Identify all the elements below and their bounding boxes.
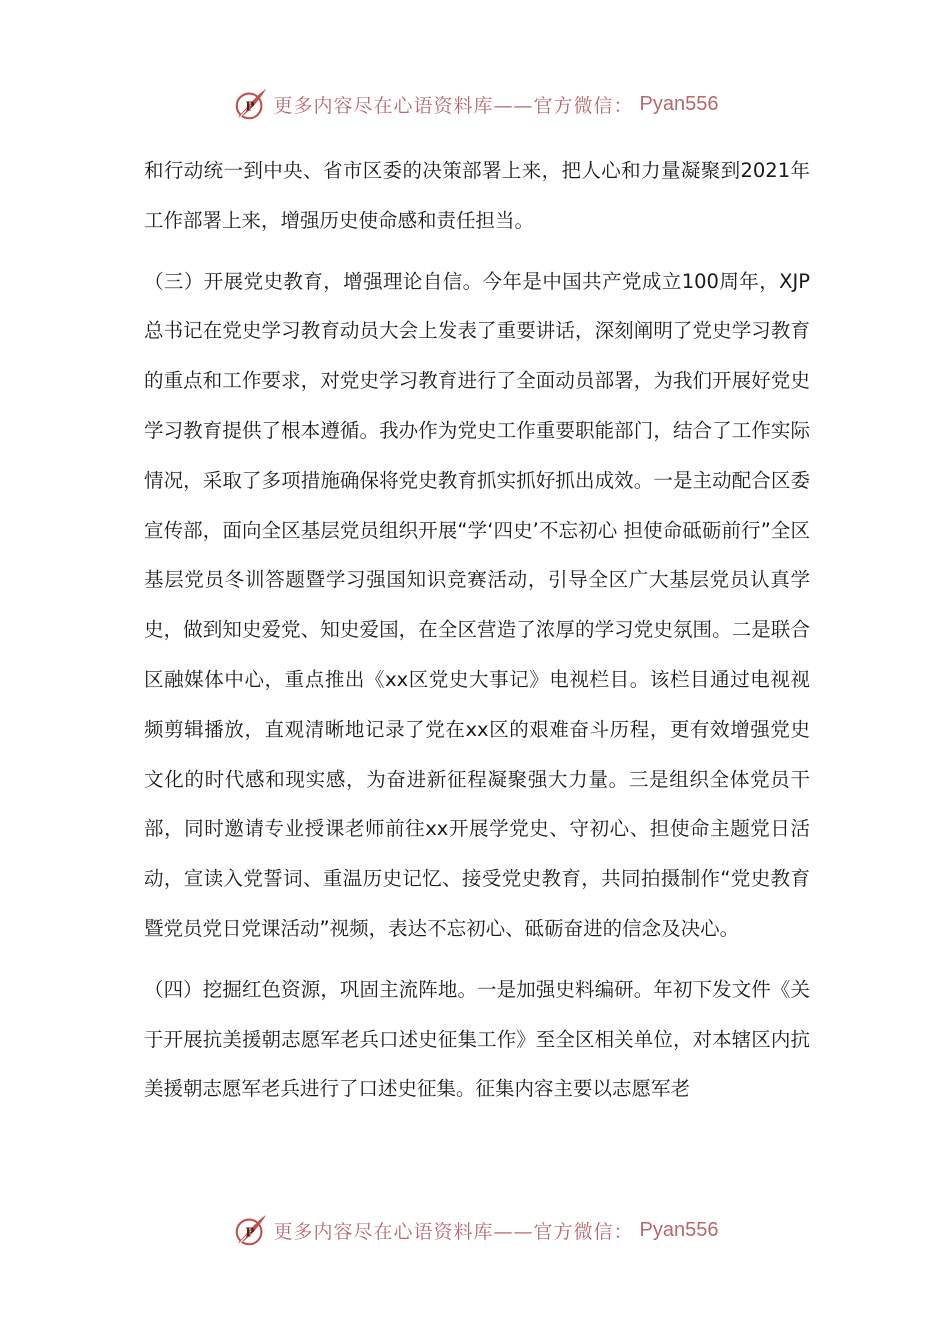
header-site-text: 更多内容尽在心语资料库——官方微信： bbox=[273, 94, 634, 117]
footer-site-text: 更多内容尽在心语资料库——官方微信： bbox=[273, 1220, 634, 1243]
paragraph-3: （四）挖掘红色资源，巩固主流阵地。一是加强史料编研。年初下发文件《关于开展抗美援朝志愿军老兵口述史征集工作》至全区相关单位，对本辖区内抗美援朝志愿军老兵进行了口述史征集。征集内容主要以志愿军老 bbox=[144, 977, 810, 1101]
quill-pen-logo-icon bbox=[232, 1211, 270, 1249]
quill-pen-logo-icon bbox=[232, 85, 270, 123]
paragraph-1: 和行动统一到中央、省市区委的决策部署上来，把人心和力量凝聚到2021年工作部署上来，增强历史使命感和责任担当。 bbox=[144, 159, 810, 232]
header-banner bbox=[0, 82, 950, 126]
document-body bbox=[144, 146, 810, 1125]
svg-text:P: P bbox=[244, 1224, 255, 1240]
header-wechat-id: Pyan556 bbox=[639, 92, 719, 115]
footer-wechat-id: Pyan556 bbox=[639, 1218, 719, 1241]
paragraph-2: （三）开展党史教育，增强理论自信。今年是中国共产党成立100周年，XJP总书记在党史学习教育动员大会上发表了重要讲话，深刻阐明了党史学习教育的重点和工作要求，对党史学习教育进行了全面动员部署，为我们开展好党史学习教育提供了根本遵循。我办作为党史工作重要职能部门，结合了工作实际情况，采取了多项措施确保将党史教育抓实抓好抓出成效。一是主动配合区委宣传部，面向全区基层党员组织开展“学‘四史’不忘初心 担使命砥砺前行”全区基层党员冬训答题暨学习强国知识竞赛活动，引导全区广大基层党员认真学史，做到知史爱党、知史爱国，在全区营造了浓厚的学习党史氛围。二是联合区融媒体中心，重点推出《xx区党史大事记》电视栏目。该栏目通过电视视频剪辑播放，直观清晰地记录了党在xx区的艰难奋斗历程，更有效增强党史文化的时代感和现实感，为奋进新征程凝聚强大力量。三是组织全体党员干部，同时邀请专业授课老师前往xx开展学党史、守初心、担使命主题党日活动，宣读入党誓词、重温历史记忆、接受党史教育，共同拍摄制作“党史教育暨党员党日党课活动”视频，表达不忘初心、砥砺奋进的信念及决心。 bbox=[144, 269, 810, 940]
footer-banner bbox=[0, 1208, 950, 1252]
svg-text:P: P bbox=[244, 98, 255, 114]
